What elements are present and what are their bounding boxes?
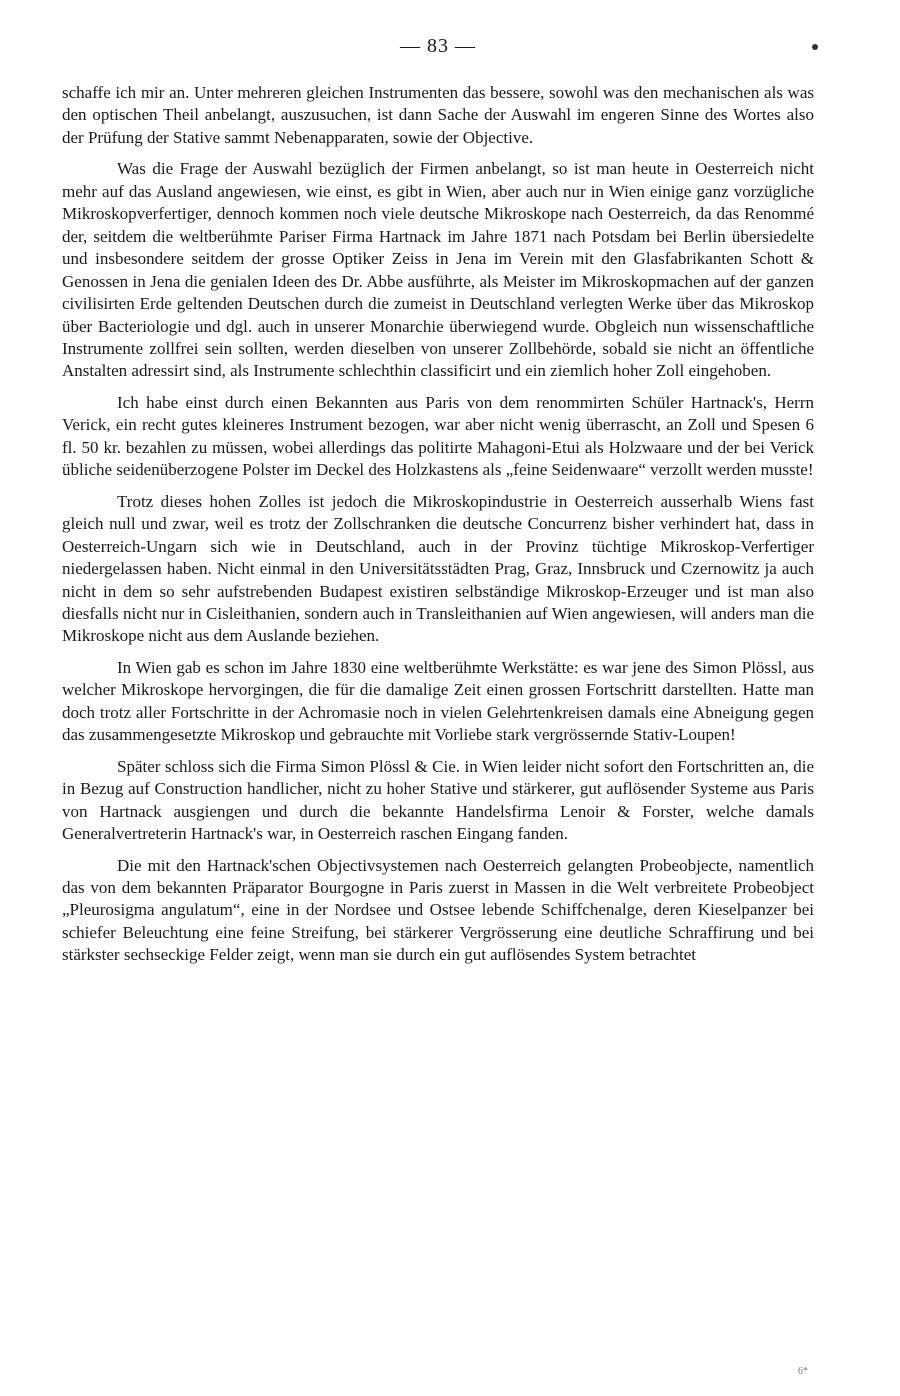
- paragraph: Was die Frage der Auswahl bezüglich der Firmen anbelangt, so ist man heute in Oesterreich nicht mehr auf das Ausland angewiesen, wie einst, es gibt in Wien, aber auch nur in Wien einige ganz vorzügliche Mikroskopverfertiger, dennoch kommen noch viele deutsche Mikroskope nach Oesterreich, da das Renommé der, seitdem die weltberühmte Pariser Firma Hartnack im Jahre 1871 nach Potsdam bei Berlin übersiedelte und insbesondere seitdem der grosse Optiker Zeiss in Jena im Verein mit den Glasfabrikanten Schott & Genossen in Jena die genialen Ideen des Dr. Abbe ausführte, als Meister im Mikroskopmachen auf der ganzen civilisirten Erde geltenden Deutschen durch die zumeist in Deutschland verlegten Werke über das Mikroskop über Bacteriologie und dgl. auch in unserer Monarchie überwiegend wurde. Obgleich nun wissenschaftliche Instrumente zollfrei sein sollten, werden dieselben von unserer Zollbehörde, sobald sie nicht an öffentliche Anstalten adressirt sind, als Instrumente schlechthin classificirt und ein ziemlich hoher Zoll eingehoben.: [62, 159, 814, 381]
- paragraph: Ich habe einst durch einen Bekannten aus Paris von dem renommirten Schüler Hartnack's, Herrn Verick, ein recht gutes kleineres Instrument bezogen, war aber nicht wenig überrascht, an Zoll und Spesen 6 fl. 50 kr. bezahlen zu müssen, wobei allerdings das politirte Mahagoni-Etui als Holzwaare und der bei Verick übliche seidenüberzogene Polster im Deckel des Holzkastens als „feine Seidenwaare“ verzollt werden musste!: [62, 392, 814, 480]
- sheet-signature: 6*: [798, 1366, 808, 1377]
- paragraph: Die mit den Hartnack'schen Objectivsystemen nach Oesterreich gelangten Probeobjecte, namentlich das von dem bekannten Präparator Bourgogne in Paris zuerst in Massen in die Welt verbreitete Probeobject „Pleurosigma angulatum“, eine in der Nordsee und Ostsee lebende Schiffchenalge, deren Kieselpanzer bei schiefer Beleuchtung eine feine Streifung, bei stärkerer Vergrösserung eine deutliche Schraffirung und bei stärkster sechseckige Felder zeigt, wenn man sie durch ein gut auflösendes System betrachtet: [62, 855, 814, 965]
- paragraph: In Wien gab es schon im Jahre 1830 eine weltberühmte Werkstätte: es war jene des Simon Plössl, aus welcher Mikroskope hervorgingen, die für die damalige Zeit einen grossen Fortschritt darstellten. Hatte man doch trotz aller Fortschritte in der Achromasie noch in vielen Gelehrtenkreisen damals eine Abneigung gegen das zusammengesetzte Mikroskop und gebrauchte mit Vorliebe stark vergrössernde Stativ-Loupen!: [62, 657, 814, 745]
- page-number: — 83 —: [400, 35, 476, 57]
- body-text: [62, 82, 814, 967]
- paragraph: schaffe ich mir an. Unter mehreren gleichen Instrumenten das bessere, sowohl was den mechanischen als was den optischen Theil anbelangt, auszusuchen, ist dann Sache der Auswahl im engeren Sinne des Wortes also der Prüfung der Stative sammt Nebenapparaten, sowie der Objective.: [62, 83, 814, 147]
- document-page: [62, 30, 814, 967]
- paragraph: Trotz dieses hohen Zolles ist jedoch die Mikroskopindustrie in Oesterreich ausserhalb Wiens fast gleich null und zwar, weil es trotz der Zollschranken die deutsche Concurrenz bisher verhindert hat, dass in Oesterreich-Ungarn sich wie in Deutschland, auch in der Provinz tüchtige Mikroskop-Verfertiger niedergelassen haben. Nicht einmal in den Universitätsstädten Prag, Graz, Innsbruck und Czernowitz ja auch nicht in dem so sehr aufstrebenden Budapest existiren selbständige Mikroskop-Erzeuger und ist man also diesfalls nicht nur in Cisleithanien, sondern auch in Transleithanien auf Wien angewiesen, will anders man die Mikroskope nicht aus dem Auslande beziehen.: [62, 491, 814, 646]
- ink-dot: [812, 44, 818, 50]
- paragraph: Später schloss sich die Firma Simon Plössl & Cie. in Wien leider nicht sofort den Fortschritten an, die in Bezug auf Construction handlicher, nicht zu hoher Stative und stärkerer, gut auflösender Systeme aus Paris von Hartnack ausgiengen und durch die bekannte Handelsfirma Lenoir & Forster, welche damals Generalvertreterin Hartnack's war, in Oesterreich raschen Eingang fanden.: [62, 756, 814, 844]
